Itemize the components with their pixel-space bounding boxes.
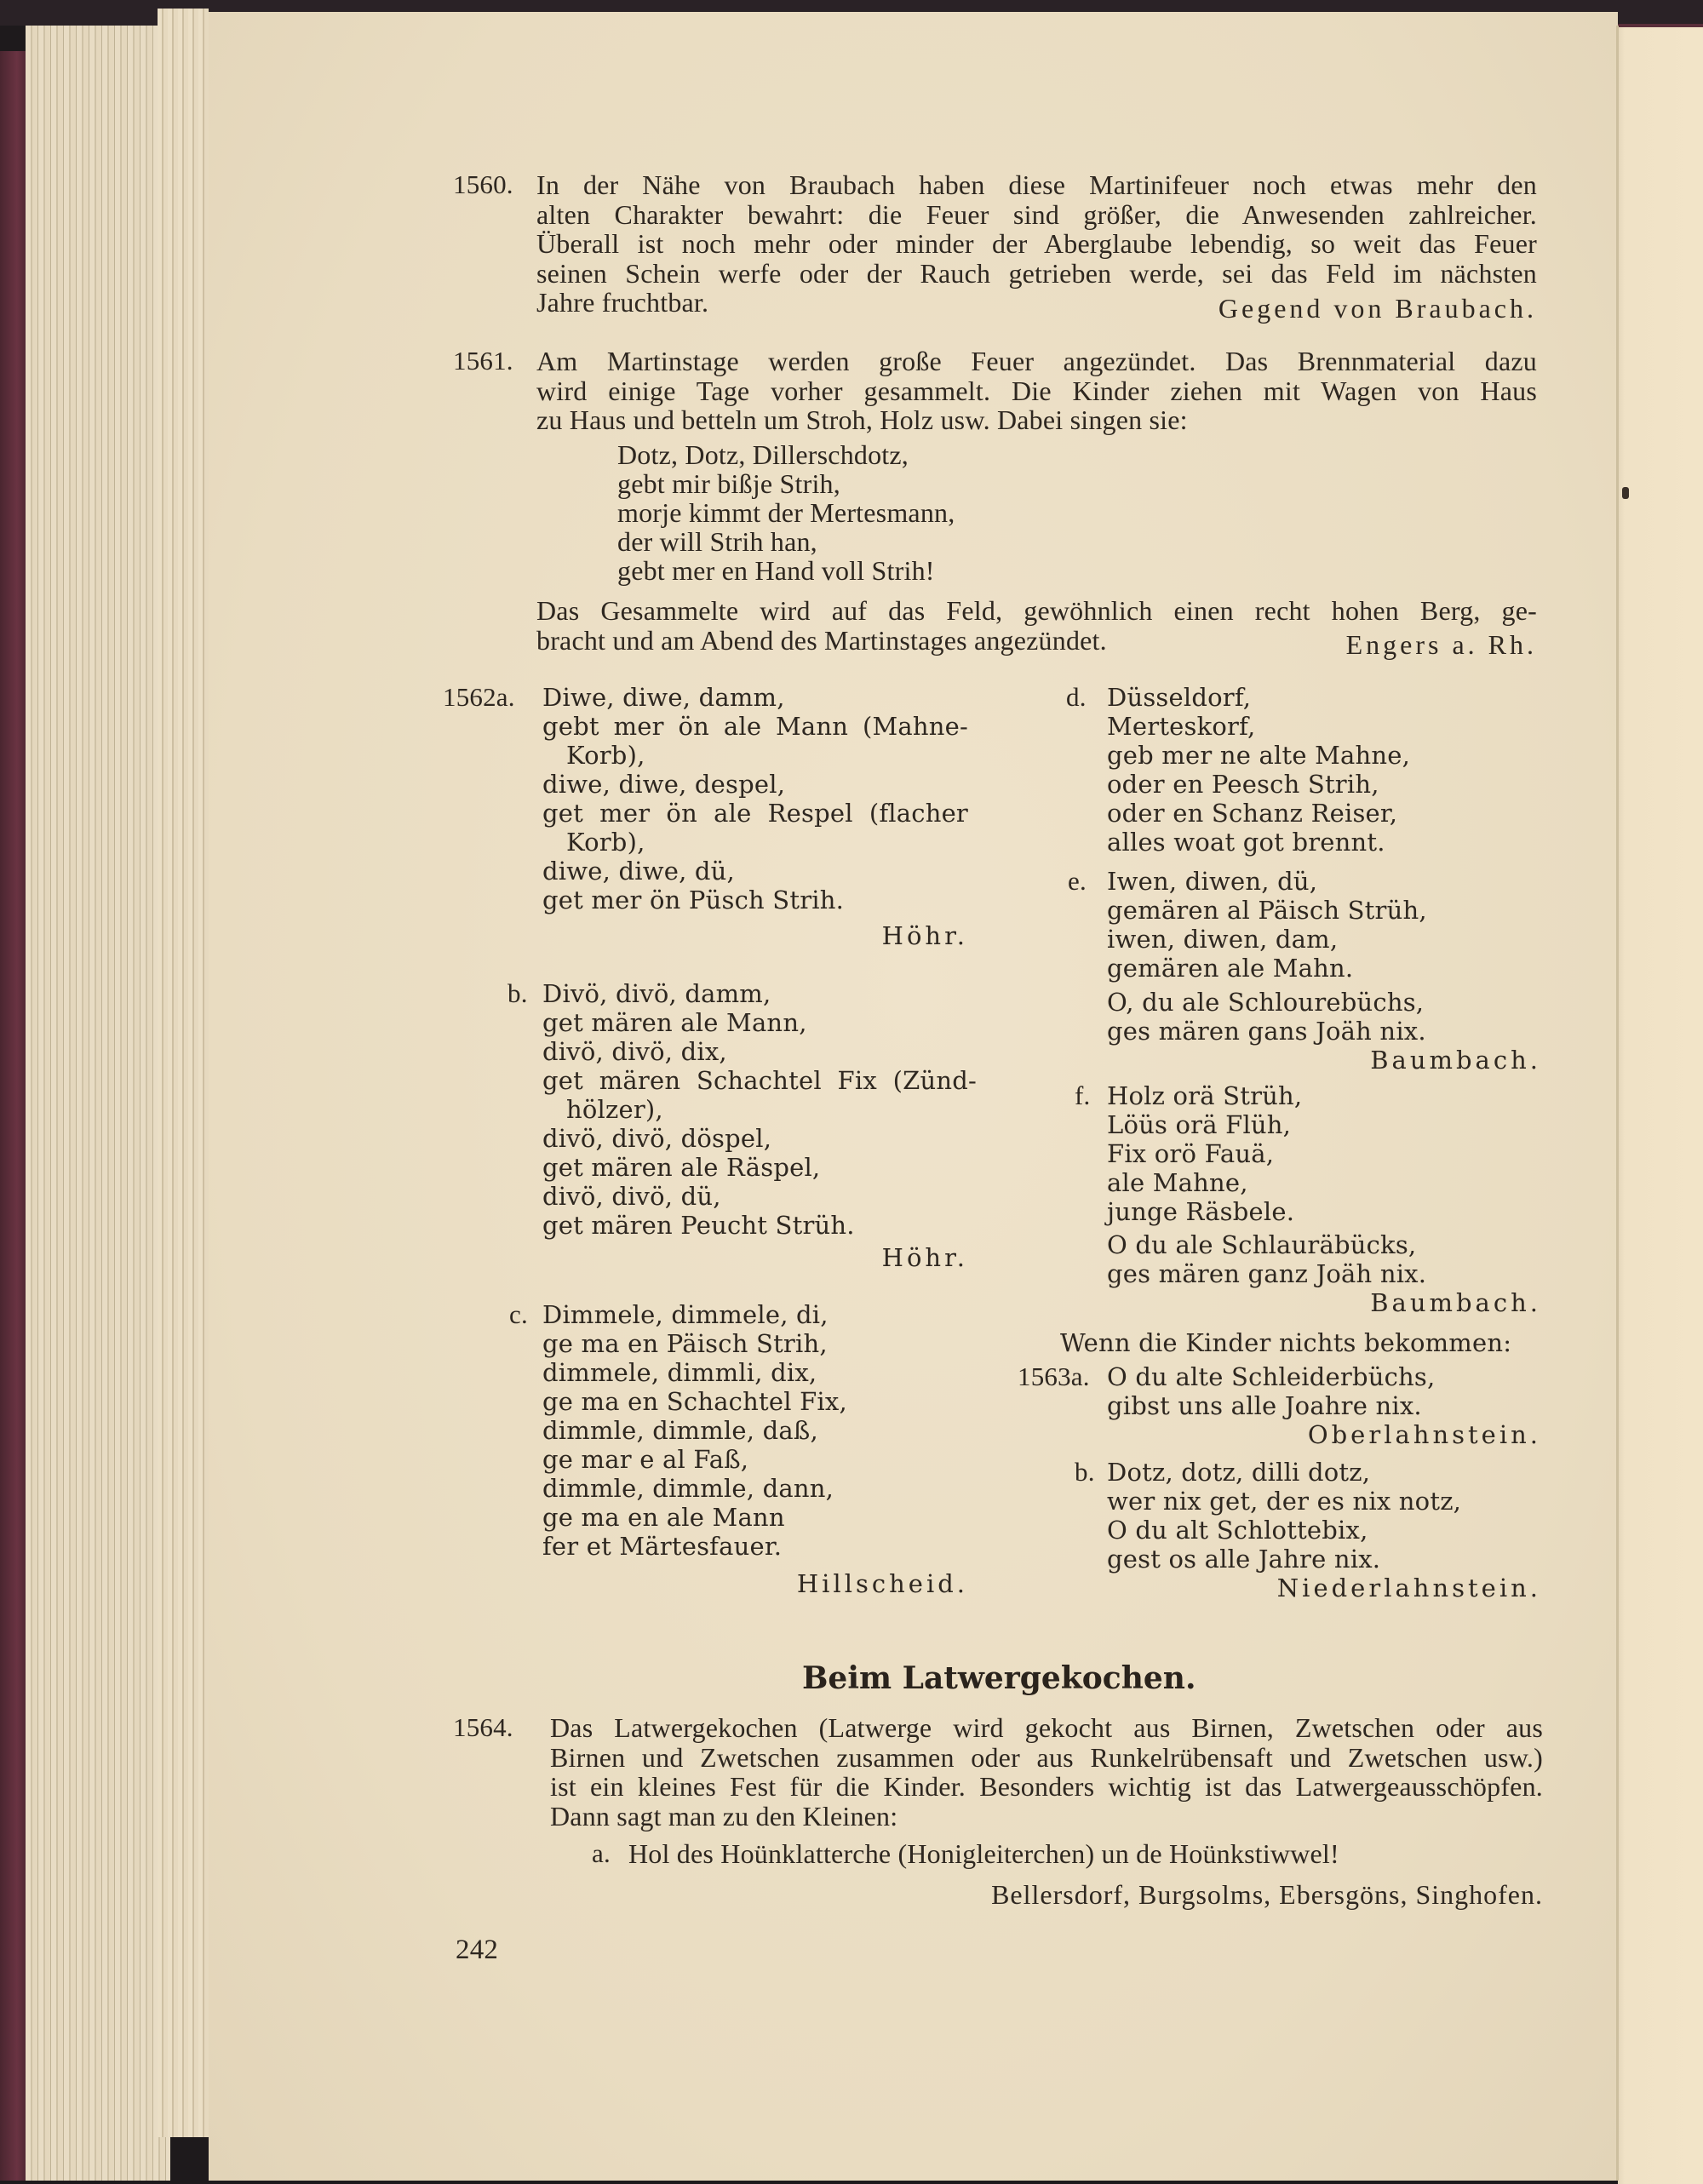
verse-line: alles woat got brennt. (1107, 828, 1385, 857)
page-edges-inner (158, 9, 209, 2137)
verse-1562f-refrain (1107, 1230, 1426, 1288)
verse-line: divö, divö, dix, (542, 1037, 727, 1066)
section-heading: Beim Latwergekochen. (802, 1660, 1196, 1696)
verse-line: gemären al Päisch Strüh, (1107, 896, 1427, 925)
verse-line: diwe, diwe, dü, (542, 857, 735, 886)
text-line: Dann sagt man zu den Kleinen: (550, 1800, 898, 1831)
verse-line: morje kimmt der Mertesmann, (617, 497, 955, 528)
text-line: alten Charakter bewahrt: die Feuer sind größer, die Anwesenden zahlreicher. (536, 198, 1537, 230)
page-edges (26, 26, 170, 2181)
verse-line: ale Mahne, (1107, 1168, 1248, 1197)
place-attribution: Bellersdorf, Burgsolms, Ebersgöns, Singhofen. (991, 1879, 1543, 1910)
place-attribution: Baumbach. (1370, 1288, 1541, 1317)
verse-line: der will Strih han, (617, 526, 817, 557)
verse-1562a (542, 683, 968, 914)
verse-1561 (617, 440, 955, 585)
page-gutter-fold (1616, 26, 1619, 2181)
verse-line: get mären ale Räspel, (542, 1153, 821, 1182)
verse-line: hölzer), (566, 1095, 663, 1124)
verse-line: gemären ale Mahn. (1107, 954, 1354, 983)
verse-line: divö, divö, dü, (542, 1182, 721, 1211)
verse-line: get mären ale Mann, (542, 1008, 807, 1037)
entry-label-d: d. (1066, 682, 1087, 712)
verse-line: ge ma en ale Mann (542, 1503, 785, 1532)
place-attribution: Gegend von Braubach. (1218, 293, 1537, 324)
verse-1562f (1107, 1081, 1302, 1226)
text-line: wird einige Tage vorher gesammelt. Die Kinder ziehen mit Wagen von Haus (536, 375, 1537, 406)
entry-1564a-text: Hol des Hoünklatterche (Honigleiterchen) un de Hoünkstiwwel! (628, 1838, 1339, 1869)
verse-line: oder en Schanz Reiser, (1107, 799, 1398, 828)
verse-line: gibst uns alle Joahre nix. (1107, 1391, 1422, 1420)
entry-1561-text (536, 347, 1537, 435)
verse-line: Korb), (566, 741, 645, 770)
verse-line: ge mar e al Faß, (542, 1445, 749, 1474)
verse-1562b (542, 979, 977, 1240)
place-attribution: Niederlahnstein. (1276, 1574, 1541, 1602)
verse-line: Dimmele, dimmele, di, (542, 1300, 829, 1329)
verse-1562d (1107, 683, 1410, 857)
entry-label-e: e. (1068, 866, 1087, 896)
verse-line: Iwen, diwen, dü, (1107, 867, 1318, 896)
verse-line: gebt mer en Hand voll Strih! (617, 555, 935, 586)
verse-line: ge ma en Päisch Strih, (542, 1329, 828, 1358)
entry-number-1561: 1561. (453, 346, 513, 375)
entry-number-1564: 1564. (453, 1712, 513, 1742)
verse-line: iwen, diwen, dam, (1107, 925, 1339, 954)
entry-label-a: a. (592, 1838, 611, 1868)
text-line: Birnen und Zwetschen zusammen oder aus Runkelrübensaft und Zwetschen usw.) (550, 1741, 1543, 1773)
verse-line: O du ale Schlauräbücks, (1107, 1230, 1417, 1259)
verse-line: Fix orö Fauä, (1107, 1139, 1275, 1168)
verse-line: ges mären ganz Joäh nix. (1107, 1259, 1427, 1288)
verse-line: ges mären gans Joäh nix. (1107, 1017, 1426, 1046)
entry-1563-intro: Wenn die Kinder nichts bekommen: (1060, 1328, 1512, 1357)
entry-label-b: b. (1075, 1457, 1095, 1487)
entry-1564-text (550, 1713, 1543, 1831)
facing-page-edge (1618, 24, 1703, 2184)
verse-line: get mer ön Püsch Strih. (542, 886, 845, 914)
verse-line: gebt mer ön ale Mann (Mahne- (542, 712, 968, 741)
verse-line: Diwe, diwe, damm, (542, 683, 785, 712)
verse-line: O du alt Schlottebix, (1107, 1516, 1368, 1545)
verse-line: Löüs orä Flüh, (1107, 1110, 1292, 1139)
verse-line: Dotz, dotz, dilli dotz, (1107, 1458, 1371, 1487)
verse-line: junge Räsbele. (1107, 1197, 1295, 1226)
verse-line: dimmle, dimmle, dann, (542, 1474, 834, 1503)
text-line: zu Haus und betteln um Stroh, Holz usw. Dabei singen sie: (536, 404, 1188, 435)
verse-line: ge ma en Schachtel Fix, (542, 1387, 847, 1416)
verse-1562c (542, 1300, 847, 1561)
verse-line: Holz orä Strüh, (1107, 1081, 1303, 1110)
verse-1563a (1107, 1362, 1435, 1420)
verse-line: get mären Schachtel Fix (Zünd- (542, 1066, 977, 1095)
verse-line: Düsseldorf, (1107, 683, 1252, 712)
verse-line: gest os alle Jahre nix. (1107, 1545, 1381, 1574)
text-line: ist ein kleines Fest für die Kinder. Besonders wichtig ist das Latwergeausschöpfen. (550, 1771, 1543, 1802)
page-number: 242 (456, 1935, 499, 1965)
place-attribution: Höhr. (881, 1243, 968, 1272)
text-line: seinen Schein werfe oder der Rauch getrieben werde, sei das Feld im nächsten (536, 257, 1537, 289)
text-line: Überall ist noch mehr oder minder der Aberglaube lebendig, so weit das Feuer (536, 228, 1537, 259)
entry-label-c: c. (509, 1299, 528, 1329)
place-attribution: Höhr. (881, 921, 968, 950)
verse-line: divö, divö, döspel, (542, 1124, 772, 1153)
entry-label-b: b. (507, 978, 528, 1008)
verse-line: diwe, diwe, despel, (542, 770, 786, 799)
text-line: Jahre fruchtbar. (536, 287, 709, 318)
verse-line: oder en Peesch Strih, (1107, 770, 1379, 799)
entry-number-1562a: 1562a. (443, 682, 515, 712)
text-line: Das Gesammelte wird auf das Feld, gewöhnlich einen recht hohen Berg, ge- (536, 595, 1537, 626)
verse-line: get mer ön ale Respel (flacher (542, 799, 968, 828)
verse-1563b (1107, 1458, 1461, 1574)
verse-line: Merteskorf, (1107, 712, 1256, 741)
verse-line: gebt mir bißje Strih, (617, 468, 840, 499)
verse-line: dimmele, dimmli, dix, (542, 1358, 817, 1387)
text-line: bracht und am Abend des Martinstages angezündet. (536, 624, 1107, 656)
verse-line: O du alte Schleiderbüchs, (1107, 1362, 1436, 1391)
place-attribution: Oberlahnstein. (1307, 1420, 1541, 1449)
text-line: Das Latwergekochen (Latwerge wird gekocht aus Birnen, Zwetschen oder aus (550, 1712, 1543, 1743)
verse-line: Divö, divö, damm, (542, 979, 771, 1008)
verse-line: O, du ale Schlourebüchs, (1107, 988, 1425, 1017)
entry-number-1563a: 1563a. (1018, 1361, 1090, 1391)
verse-line: Korb), (566, 828, 645, 857)
entry-number-1560: 1560. (453, 169, 513, 199)
entry-label-f: f. (1075, 1081, 1091, 1110)
text-line: Am Martinstage werden große Feuer angezündet. Das Brennmaterial dazu (536, 346, 1537, 376)
verse-line: dimmle, dimmle, daß, (542, 1416, 818, 1445)
place-attribution: Engers a. Rh. (1345, 629, 1537, 660)
verse-1562e-refrain (1107, 988, 1426, 1046)
place-attribution: Hillscheid. (796, 1569, 968, 1598)
place-attribution: Baumbach. (1370, 1046, 1541, 1075)
verse-line: geb mer ne alte Mahne, (1107, 741, 1411, 770)
ink-speck (1622, 487, 1629, 499)
verse-1562e (1107, 867, 1427, 983)
text-line: In der Nähe von Braubach haben diese Martinifeuer noch etwas mehr den (536, 169, 1537, 200)
verse-line: fer et Märtesfauer. (542, 1532, 783, 1561)
verse-line: Dotz, Dotz, Dillerschdotz, (617, 439, 909, 470)
verse-line: get mären Peucht Strüh. (542, 1211, 855, 1240)
verse-line: wer nix get, der es nix notz, (1107, 1487, 1462, 1516)
